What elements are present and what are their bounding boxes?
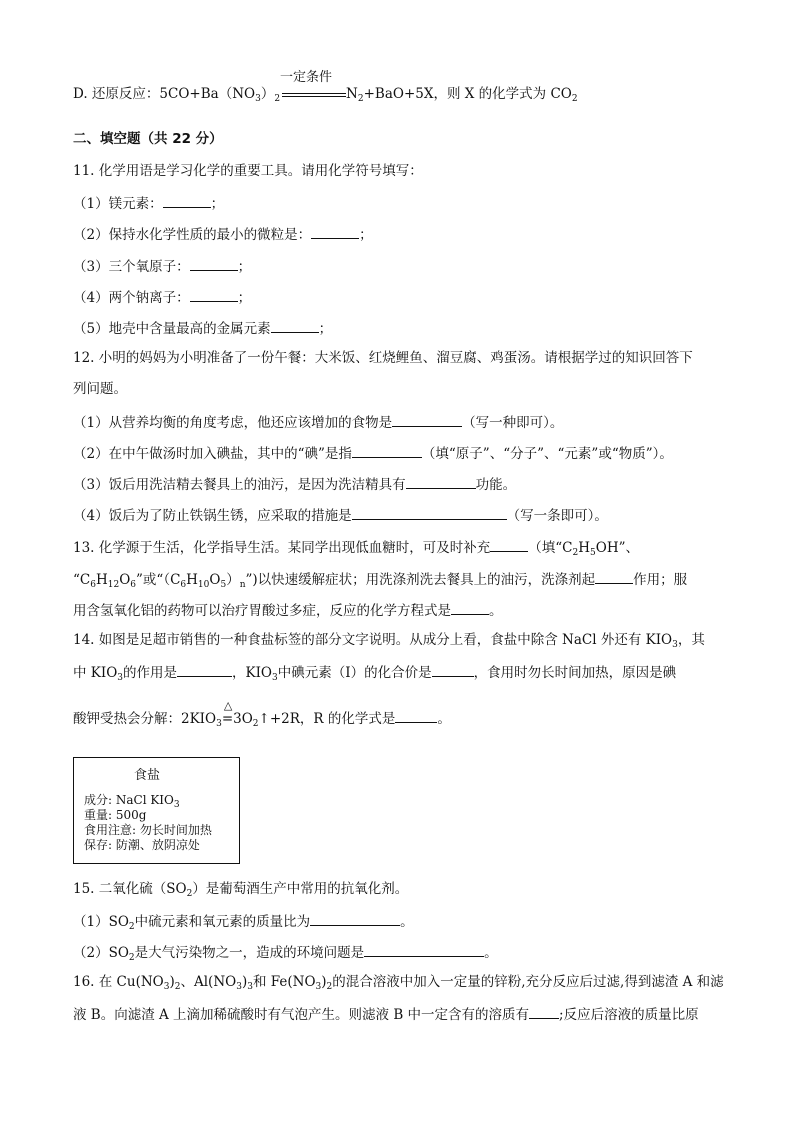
answer-blank[interactable] bbox=[364, 942, 484, 957]
text: ”)以快速缓解症状；用洗涤剂洗去餐具上的油污，洗涤剂起 bbox=[245, 572, 596, 588]
text: ) bbox=[169, 974, 175, 990]
text: 液 B。向滤渣 A 上滴加稀硫酸时有气泡产生。则滤液 B 中一定含有的溶质有 bbox=[73, 1007, 530, 1023]
text: 。 bbox=[489, 603, 503, 619]
subscript: 3 bbox=[315, 982, 322, 992]
text: O bbox=[209, 572, 221, 588]
text: 。 bbox=[400, 914, 414, 930]
subscript: 3 bbox=[672, 640, 678, 650]
subscript: 2 bbox=[572, 548, 579, 558]
q10d-close: ） bbox=[260, 86, 275, 102]
answer-blank[interactable] bbox=[529, 1004, 559, 1019]
answer-blank[interactable] bbox=[352, 443, 422, 458]
q15-item-2 bbox=[73, 942, 498, 967]
text: 。 bbox=[484, 945, 498, 961]
subscript: 2 bbox=[357, 94, 364, 104]
subscript: 2 bbox=[174, 982, 181, 992]
q12-item-4 bbox=[73, 505, 608, 525]
subscript: 3 bbox=[236, 982, 242, 992]
q14-line-2 bbox=[73, 662, 676, 687]
text: 中硫元素和氧元素的质量比为 bbox=[134, 914, 311, 930]
text: 用含氢氧化铝的药物可以治疗胃酸过多症，反应的化学方程式是 bbox=[73, 603, 451, 619]
text: 。 bbox=[437, 711, 451, 727]
answer-blank[interactable] bbox=[163, 193, 211, 208]
text: ） bbox=[226, 572, 240, 588]
answer-blank[interactable] bbox=[311, 224, 359, 239]
text: ) bbox=[321, 974, 327, 990]
text: O bbox=[119, 572, 131, 588]
subscript: 6 bbox=[90, 580, 96, 590]
q16-line-1 bbox=[73, 973, 724, 996]
answer-blank[interactable] bbox=[190, 256, 238, 271]
text: 是大气污染物之一，造成的环境问题是 bbox=[134, 945, 365, 961]
subscript: 3 bbox=[216, 719, 222, 729]
answer-blank[interactable] bbox=[190, 287, 238, 302]
salt-label-note: 食用注意: 勿长时间加热 bbox=[84, 823, 212, 837]
q15-item-1 bbox=[73, 911, 414, 936]
q11-item-1 bbox=[73, 193, 224, 213]
text: ) bbox=[241, 974, 248, 990]
item-hint: （写一种即可）。 bbox=[462, 415, 564, 431]
subscript: 3 bbox=[173, 800, 180, 810]
item-hint: （写一条即可）。 bbox=[506, 508, 608, 524]
item-text: （4）两个钠离子： bbox=[73, 290, 190, 306]
semicolon: ； bbox=[237, 259, 252, 275]
condition-text: 一定条件 bbox=[280, 70, 333, 85]
subscript: 5 bbox=[590, 548, 596, 558]
q13-line-1 bbox=[73, 537, 639, 562]
equals-sign bbox=[282, 93, 346, 97]
semicolon: ； bbox=[318, 321, 333, 337]
text: 和 Fe(NO bbox=[252, 974, 316, 990]
item-text: （1）从营养均衡的角度考虑，他还应该增加的食物是 bbox=[73, 415, 393, 431]
text: ;反应后溶液的质量比原 bbox=[559, 1007, 699, 1023]
q11-item-4 bbox=[73, 287, 251, 307]
subscript: 3 bbox=[117, 673, 124, 683]
subscript: 2 bbox=[186, 889, 193, 899]
q10-option-d bbox=[73, 70, 578, 108]
q10d-rest: +BaO+5X，则 X 的化学式为 CO bbox=[363, 86, 572, 102]
subscript: 2 bbox=[571, 94, 578, 104]
text: ，其 bbox=[677, 632, 705, 648]
subscript: 5 bbox=[220, 580, 227, 590]
q14-line-1 bbox=[73, 631, 705, 654]
answer-blank[interactable] bbox=[310, 911, 400, 926]
subscript: 3 bbox=[163, 982, 170, 992]
q14-line-3 bbox=[73, 699, 451, 733]
q16-line-2 bbox=[73, 1004, 699, 1024]
salt-label-box bbox=[73, 757, 240, 864]
text: ”或“（C bbox=[136, 572, 181, 588]
answer-blank[interactable] bbox=[595, 569, 633, 584]
delta-symbol: △ bbox=[223, 699, 233, 712]
answer-blank[interactable] bbox=[271, 318, 319, 333]
text: ，食用时勿长时间加热，原因是碘 bbox=[473, 665, 677, 681]
text: ，KIO bbox=[232, 665, 273, 681]
answer-blank[interactable] bbox=[352, 505, 507, 520]
text: 14. 如图是足超市销售的一种食盐标签的部分文字说明。从成分上看，食盐中除含 NaCl 外还有 KIO bbox=[73, 632, 673, 648]
text: 的作用是 bbox=[123, 665, 178, 681]
q13-line-2 bbox=[73, 569, 687, 594]
q11-item-2 bbox=[73, 224, 373, 244]
q12-stem-2: 列问题。 bbox=[73, 381, 127, 397]
text: ↑+2R，R 的化学式是 bbox=[258, 711, 396, 727]
q10d-n: N bbox=[346, 86, 358, 102]
item-text: （2）在中午做汤时加入碘盐，其中的“碘”是指 bbox=[73, 446, 352, 462]
text: 中碘元素（I）的化合价是 bbox=[277, 665, 432, 681]
item-text: （3）三个氧原子： bbox=[73, 259, 190, 275]
subscript: 2 bbox=[326, 982, 333, 992]
heating-equals: △ = bbox=[221, 699, 234, 727]
answer-blank[interactable] bbox=[451, 600, 489, 615]
subscript: 3 bbox=[255, 94, 261, 104]
subscript: 12 bbox=[107, 580, 120, 590]
answer-blank[interactable] bbox=[406, 474, 476, 489]
semicolon: ； bbox=[359, 227, 373, 243]
answer-blank[interactable] bbox=[392, 412, 462, 427]
text: ）是葡萄酒生产中常用的抗氧化剂。 bbox=[192, 881, 409, 897]
subscript: n bbox=[239, 580, 246, 590]
q11-item-5 bbox=[73, 318, 332, 338]
q12-item-3 bbox=[73, 474, 516, 494]
text: OH”、 bbox=[595, 540, 639, 556]
q12-item-2 bbox=[73, 443, 673, 463]
text: 16. 在 Cu(NO bbox=[73, 974, 164, 990]
answer-blank[interactable] bbox=[432, 662, 474, 677]
text: H bbox=[95, 572, 108, 588]
q11-item-3 bbox=[73, 256, 251, 276]
text: 的混合溶液中加入一定量的锌粉,充分反应后过滤,得到滤渣 A 和滤 bbox=[332, 974, 724, 990]
item-text: （1）镁元素： bbox=[73, 196, 163, 212]
text: （1）SO bbox=[73, 914, 129, 930]
item-hint: 功能。 bbox=[475, 477, 517, 493]
text: 中 KIO bbox=[73, 665, 118, 681]
q11-stem: 11. 化学用语是学习化学的重要工具。请用化学符号填写： bbox=[73, 163, 423, 179]
subscript: 3 bbox=[247, 982, 253, 992]
subscript: 2 bbox=[274, 94, 281, 104]
item-text: （3）饭后用洗洁精去餐具上的油污，是因为洗洁精具有 bbox=[73, 477, 406, 493]
text: 3O bbox=[233, 711, 253, 727]
semicolon: ； bbox=[210, 196, 225, 212]
salt-label-storage: 保存: 防潮、放阴凉处 bbox=[84, 838, 200, 852]
answer-blank[interactable] bbox=[395, 708, 437, 723]
text: H bbox=[578, 540, 591, 556]
subscript: 3 bbox=[272, 673, 278, 683]
text: （2）SO bbox=[73, 945, 129, 961]
answer-blank[interactable] bbox=[490, 537, 528, 552]
text: 、Al(NO bbox=[180, 974, 237, 990]
item-hint: （填“原子”、“分子”、“元素”或“物质”）。 bbox=[421, 446, 673, 462]
section-title: 二、填空题（共 22 分） bbox=[73, 131, 223, 147]
text: 15. 二氧化硫（SO bbox=[73, 881, 187, 897]
reaction-condition bbox=[280, 70, 346, 103]
text: 作用；服 bbox=[633, 572, 688, 588]
salt-label-title: 食盐 bbox=[134, 768, 161, 783]
subscript: 10 bbox=[197, 580, 210, 590]
q13-line-3 bbox=[73, 600, 503, 620]
item-text: （5）地壳中含量最高的金属元素 bbox=[73, 321, 271, 337]
semicolon: ； bbox=[237, 290, 252, 306]
text: H bbox=[186, 572, 198, 588]
q15-stem bbox=[73, 880, 408, 903]
subscript: 2 bbox=[128, 953, 135, 963]
subscript: 2 bbox=[128, 922, 135, 932]
q12-item-1 bbox=[73, 412, 563, 432]
subscript: 6 bbox=[180, 580, 187, 590]
q10d-prefix: D. 还原反应：5CO+Ba（NO bbox=[73, 86, 256, 102]
text: （填“C bbox=[528, 540, 573, 556]
subscript: 6 bbox=[130, 580, 137, 590]
text: 成分: NaCl KIO bbox=[84, 793, 174, 807]
item-text: （2）保持水化学性质的最小的微粒是： bbox=[73, 227, 312, 243]
answer-blank[interactable] bbox=[177, 662, 232, 677]
salt-label-weight: 重量: 500g bbox=[84, 808, 147, 822]
text: 13. 化学源于生活，化学指导生活。某同学出现低血糖时，可及时补充 bbox=[73, 540, 491, 556]
text: “C bbox=[73, 572, 91, 588]
text: 酸钾受热会分解：2KIO bbox=[73, 711, 217, 727]
item-text: （4）饭后为了防止铁锅生锈，应采取的措施是 bbox=[73, 508, 352, 524]
q12-stem-1: 12. 小明的妈妈为小明准备了一份午餐：大米饭、红烧鲤鱼、溜豆腐、鸡蛋汤。请根据学过的知识回答下 bbox=[73, 350, 693, 366]
subscript: 2 bbox=[252, 719, 259, 729]
